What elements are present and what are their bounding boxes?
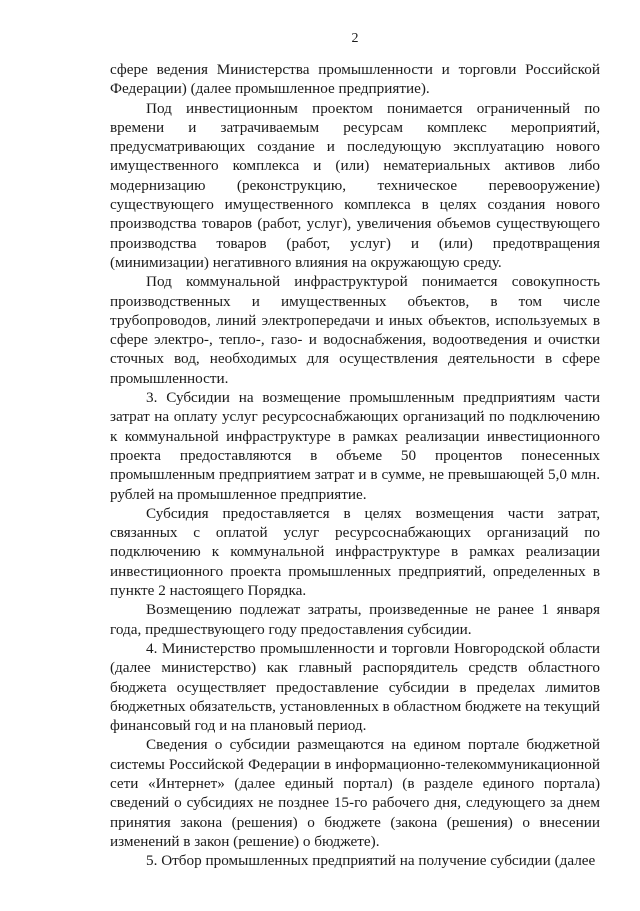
paragraph-investment-project-definition: Под инвестиционным проектом понимается ограниченный по времени и затрачиваемым ресурсам комплекс мероприятий, предусматривающих создание и последующую эксплуатацию нового имущественного комплекса и (или) нематериальных активов либо модернизацию (реконструкцию, техническое перевооружение) существующего имущественного комплекса в целях создания нового производства товаров (работ, услуг), увеличения объемов существующего производства товаров (работ, услуг) и (или) предотвращения (минимизации) негативного влияния на окружающую среду.	[110, 99, 600, 271]
paragraph-clause-3-eligible-costs: Возмещению подлежат затраты, произведенные не ранее 1 января года, предшествующего году предоставления субсидии.	[110, 601, 600, 638]
paragraph-clause-3: 3. Субсидии на возмещение промышленным предприятиям части затрат на оплату услуг ресурсоснабжающих организаций по подключению к коммунальной инфраструктуре в рамках реализации инвестиционного проекта предоставляются в объеме 50 процентов понесенных промышленным предприятием затрат и в сумме, не превышающей 5,0 млн. рублей на промышленное предприятие.	[110, 389, 600, 503]
paragraph-clause-3-purpose: Субсидия предоставляется в целях возмещения части затрат, связанных с оплатой услуг ресурсоснабжающих организаций по подключению к коммунальной инфраструктуре в рамках реализации инвестиционного проекта промышленных предприятий, определенных в пункте 2 настоящего Порядка.	[110, 504, 600, 600]
paragraph-utility-infrastructure-definition: Под коммунальной инфраструктурой понимается совокупность производственных и имущественных объектов, в том числе трубопроводов, линий электропередачи и иных объектов, используемых в сфере электро-, тепло-, газо- и водоснабжения, водоотведения и очистки сточных вод, необходимых для осуществления деятельности в сфере промышленности.	[110, 273, 600, 387]
paragraph-clause-5-start: 5. Отбор промышленных предприятий на получение субсидии (далее	[146, 852, 596, 870]
document-body	[110, 60, 600, 870]
page-number: 2	[351, 31, 359, 46]
paragraph-continuation: сфере ведения Министерства промышленности и торговли Российской Федерации) (далее промышленное предприятие).	[110, 61, 600, 98]
paragraph-clause-4: 4. Министерство промышленности и торговли Новгородской области (далее министерство) как главный распорядитель средств областного бюджета осуществляет предоставление субсидии в пределах лимитов бюджетных обязательств, установленных в областном бюджете на текущий финансовый год и на плановый период.	[110, 639, 600, 735]
paragraph-clause-4-publication: Сведения о субсидии размещаются на едином портале бюджетной системы Российской Федерации в информационно-телекоммуникационной сети «Интернет» (далее единый портал) (в разделе единого портала) сведений о субсидиях не позднее 15-го рабочего дня, следующего за днем принятия закона (решения) о бюджете (закона (решения) о внесении изменений в закон (решение) о бюджете).	[110, 736, 600, 850]
